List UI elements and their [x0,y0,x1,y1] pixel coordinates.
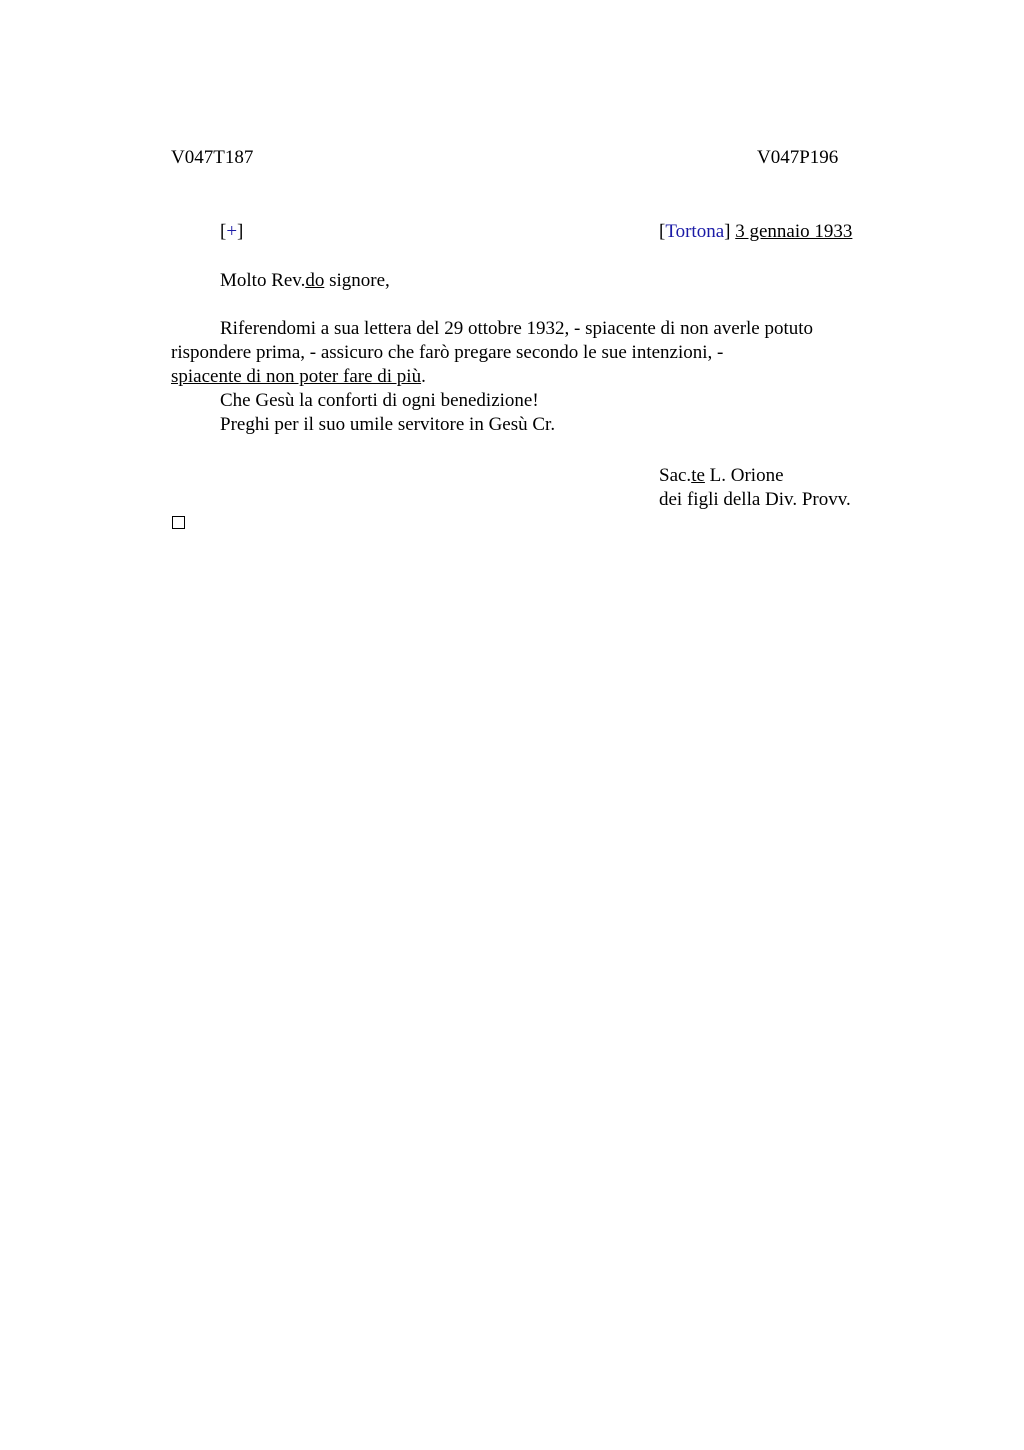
place-close-bracket: ] [724,221,731,242]
dateline [659,220,852,244]
body-line-5: Preghi per il suo umile servitore in Gesù Cr. [220,414,556,435]
cross-open-bracket: [ [220,221,227,242]
body-line-2: rispondere prima, - assicuro che farò pregare secondo le sue intenzioni, - [171,342,724,363]
place-open-bracket: [ [659,221,666,242]
header-right-code: V047P196 [757,147,839,168]
body-line-1: Riferendomi a sua lettera del 29 ottobre 1932, - spiacente di non averle potuto [220,318,814,339]
cross-mark [220,220,243,244]
cross-symbol: + [226,221,238,242]
letter-date: 3 gennaio 1933 [735,221,853,242]
header-left-code: V047T187 [171,147,254,168]
body-line-3-end: . [421,366,426,387]
signature-abbrev: te [691,465,705,486]
signature-congregation: dei figli della Div. Provv. [659,489,851,510]
salutation-abbrev: do [305,270,325,291]
end-square-icon [172,516,185,529]
cross-close-bracket: ] [237,221,244,242]
signature-surname: L. Orione [704,465,784,486]
body-line-4: Che Gesù la conforti di ogni benedizione! [220,390,539,411]
signature-name [659,464,784,488]
salutation-suffix: signore, [324,270,390,291]
letter-body [171,317,871,437]
salutation-prefix: Molto Rev. [220,270,306,291]
body-underlined-phrase: spiacente di non poter fare di più [171,366,422,387]
place-name: Tortona [665,221,725,242]
salutation [220,269,390,293]
body-line-3 [171,365,871,389]
signature-prefix: Sac. [659,465,692,486]
